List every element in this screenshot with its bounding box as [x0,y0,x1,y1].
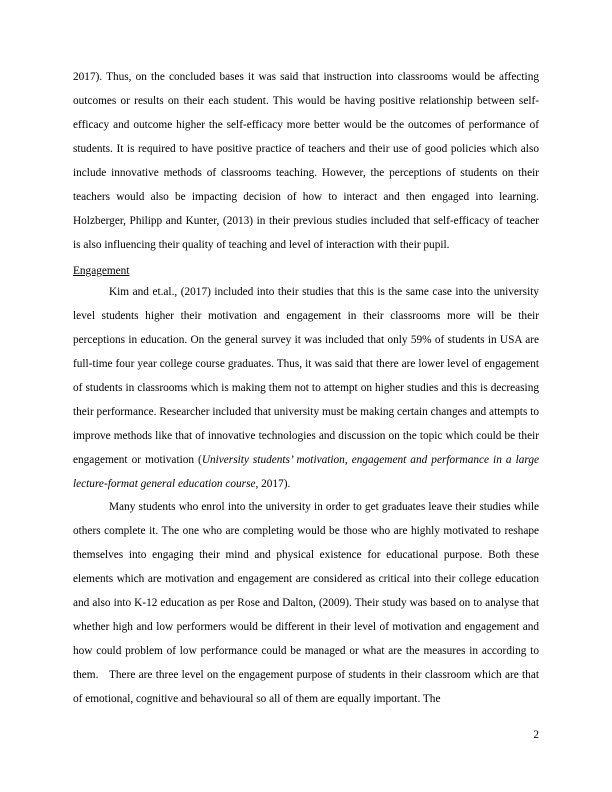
citation-title: University students’ motivation, engagement and performance in a large lecture-format general education course, [73,454,540,490]
section-heading-engagement: Engagement [73,265,130,277]
paragraph-self-efficacy: 2017). Thus, on the concluded bases it was said that instruction into classrooms would be affecting outcomes or results on their each student. This would be having positive relationship between self-efficacy and outcome higher the self-efficacy more better would be the outcomes of performance of students. It is required to have positive practice of teachers and their use of good policies which also include innovative methods of classrooms teaching. However, the perceptions of students on their teachers would also be impacting decision of how to interact and then engaged into learning. Holzberger, Philipp and Kunter, (2013) in their previous studies included that self-efficacy of teacher is also influencing their quality of teaching and level of interaction with their pupil. [73,71,539,251]
citation-year: 2017). [258,478,291,490]
paragraph-engagement-kim-text: Kim and et.al., (2017) included into their studies that this is the same case into the university level students higher their motivation and engagement in their classrooms more will be their perceptions in education. On the general survey it was included that only 59% of students in USA are full-time four year college course graduates. Thus, it was said that there are lower level of engagement of students in classrooms which is making them not to attempt on higher studies and this is decreasing their performance. Researcher included that university must be making certain changes and attempts to improve methods like that of innovative technologies and discussion on the topic which could be their engagement or motivation ( [73,286,539,466]
paragraph-engagement-levels: There are three level on the engagement purpose of students in their classroom which are that of emotional, cognitive and behavioural so all of them are equally important. The [73,669,539,705]
page-number: 2 [533,729,539,741]
paragraph-motivation: Many students who enrol into the university in order to get graduates leave their studies while others complete it. The one who are completing would be those who are highly motivated to reshape themselves into engaging their mind and physical existence for educational purpose. Both these elements which are motivation and engagement are considered as critical into their college education and also into K-12 education as per Rose and Dalton, (2009). Their study was based on to analyse that whether high and low performers would be different in their level of motivation and engagement and how could problem of low performance could be managed or what are the measures in according to them. [73,501,539,681]
paragraph-engagement-kim [73,280,539,496]
